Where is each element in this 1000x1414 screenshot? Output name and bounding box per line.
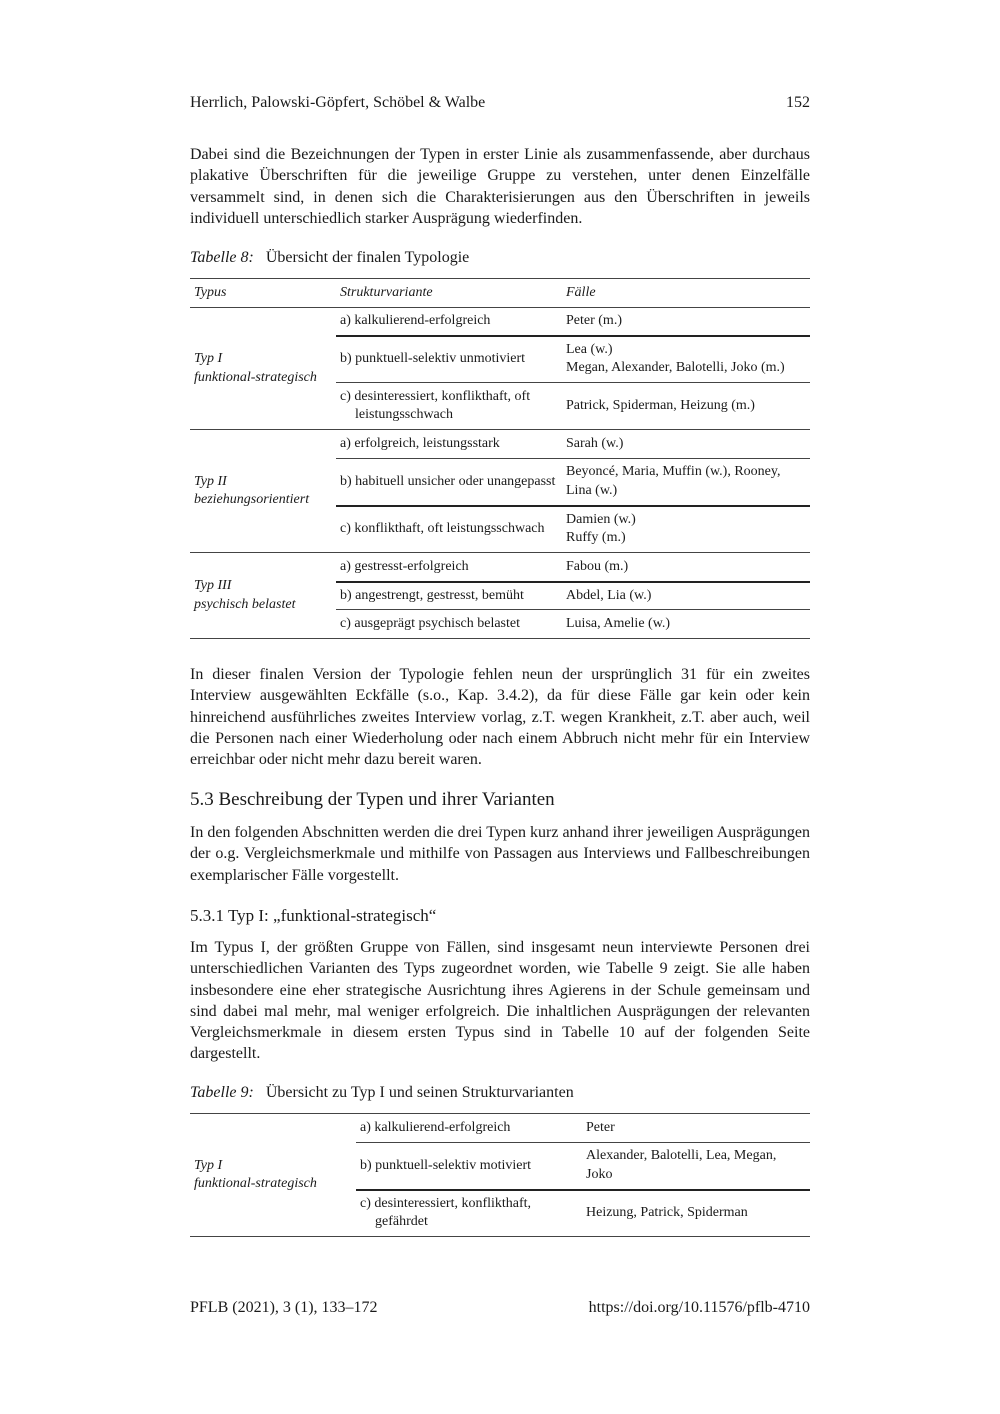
cases-cell: Lea (w.) Megan, Alexander, Balotelli, Joko (m.) (566, 341, 785, 376)
cases-cell: Patrick, Spiderman, Heizung (m.) (566, 397, 755, 413)
cases-cell: Heizung, Patrick, Spiderman (586, 1205, 748, 1220)
variant-cell: c) desinteressiert, konflikthaft, gefährdet (360, 1195, 532, 1230)
col-header-cases: Fälle (566, 284, 596, 300)
footer-doi-link[interactable]: https://doi.org/10.11576/pflb-4710 (588, 1299, 810, 1316)
paragraph-3: In den folgenden Abschnitten werden die drei Typen kurz anhand ihrer jeweiligen Ausprägungen der o.g. Vergleichsmerkmale und mithilfe von Passagen aus Interviews und Fallbeschreibungen exemplarischer Fälle vorgestellt. (190, 824, 810, 884)
type-cell: Typ II beziehungsorientiert (190, 430, 336, 553)
table9-caption-text: Übersicht zu Typ I und seinen Strukturvarianten (265, 1084, 574, 1101)
header-authors: Herrlich, Palowski-Göpfert, Schöbel & Walbe (190, 94, 486, 111)
variant-cell: a) kalkulierend-erfolgreich (340, 313, 491, 328)
table9-caption-label: Tabelle 9 (190, 1084, 249, 1101)
subsection-heading-5-3-1: 5.3.1 Typ I: „funktional-strategisch“ (190, 906, 437, 925)
cases-cell: Abdel, Lia (w.) (566, 587, 652, 603)
table-8 (190, 278, 810, 639)
cases-cell: Fabou (m.) (566, 558, 629, 574)
table-row (190, 1114, 810, 1143)
page-footer (190, 1299, 810, 1317)
cases-cell: Alexander, Balotelli, Lea, Megan, Joko (586, 1148, 777, 1182)
type-cell: Typ I funktional-strategisch (190, 308, 336, 430)
table8-caption-label: Tabelle 8 (190, 249, 249, 266)
footer-citation: PFLB (2021), 3 (1), 133–172 (190, 1299, 378, 1316)
table-row (190, 430, 810, 459)
col-header-variant: Strukturvariante (340, 284, 433, 300)
cases-cell: Peter (586, 1119, 615, 1135)
table8-caption-text: Übersicht der finalen Typologie (265, 249, 470, 266)
variant-cell: b) punktuell-selektiv unmotiviert (340, 351, 526, 366)
variant-cell: a) erfolgreich, leistungsstark (340, 435, 500, 451)
cases-cell: Sarah (w.) (566, 435, 624, 451)
section-heading-5-3: 5.3 Beschreibung der Typen und ihrer Varianten (190, 789, 555, 810)
type-cell: Typ III psychisch belastet (190, 553, 336, 639)
table-row (190, 553, 810, 582)
page-number: 152 (786, 94, 810, 111)
variant-cell: a) gestresst-erfolgreich (340, 558, 469, 574)
cases-cell: Luisa, Amelie (w.) (566, 615, 671, 631)
variant-cell: b) angestrengt, gestresst, bemüht (340, 587, 524, 603)
paragraph-1: Dabei sind die Bezeichnungen der Typen in erster Linie als zusammenfassende, aber durchaus plakative Überschriften für die jeweilige Gruppe zu verstehen, unter denen Einzelfälle versammelt sind, in denen sich die Charakterisierungen aus den Überschriften in jeweils individuell unterschiedlich starker Ausprägung wiederfinden. (190, 146, 810, 227)
table-row (190, 308, 810, 336)
type-cell: Typ I funktional-strategisch (190, 1114, 356, 1237)
variant-cell: c) konflikthaft, oft leistungsschwach (340, 521, 545, 536)
running-head (190, 94, 810, 112)
variant-cell: b) habituell unsicher oder unangepasst (340, 473, 556, 489)
variant-cell: c) desinteressiert, konflikthaft, oft leistungsschwach (340, 388, 531, 422)
paragraph-2: In dieser finalen Version der Typologie fehlen neun der ursprünglich 31 für ein zweites Interview ausgewählten Eckfälle (s.o., Kap. 3.4.2), da für diese Fälle gar kein oder kein hinreichend ausführliches zweites Interview vorlag, z.T. wegen Krankheit, z.T. aber auch, weil die Personen nach einer Wiederholung oder nach einem Abbruch nicht mehr für ein Interview erreichbar oder nicht mehr dazu bereit waren. (190, 666, 810, 769)
cases-cell: Peter (m.) (566, 313, 622, 328)
cases-cell: Beyoncé, Maria, Muffin (w.), Rooney, Lina (w.) (566, 464, 781, 498)
table8-caption: Tabelle 8: Übersicht der finalen Typologie (190, 249, 470, 266)
table-9 (190, 1113, 810, 1237)
variant-cell: c) ausgeprägt psychisch belastet (340, 615, 520, 631)
col-header-typus: Typus (194, 284, 227, 300)
table9-caption: Tabelle 9: Übersicht zu Typ I und seinen Strukturvarianten (190, 1084, 574, 1101)
cases-cell: Damien (w.) Ruffy (m.) (566, 511, 636, 546)
paragraph-4: Im Typus I, der größten Gruppe von Fällen, sind insgesamt neun interviewte Personen drei unterschiedlichen Varianten des Typs zugeordnet worden, wie Tabelle 9 zeigt. Sie alle haben insbesondere eine eher strategische Ausrichtung ihres Agierens in der Schule gemeinsam und sind dabei mal mehr, mal weniger erfolgreich. Die inhaltlichen Ausprägungen der relevanten Vergleichsmerkmale in diesem ersten Typus sind in Tabelle 10 auf der folgenden Seite dargestellt. (190, 939, 810, 1063)
variant-cell: a) kalkulierend-erfolgreich (360, 1119, 511, 1135)
variant-cell: b) punktuell-selektiv motiviert (360, 1157, 532, 1173)
